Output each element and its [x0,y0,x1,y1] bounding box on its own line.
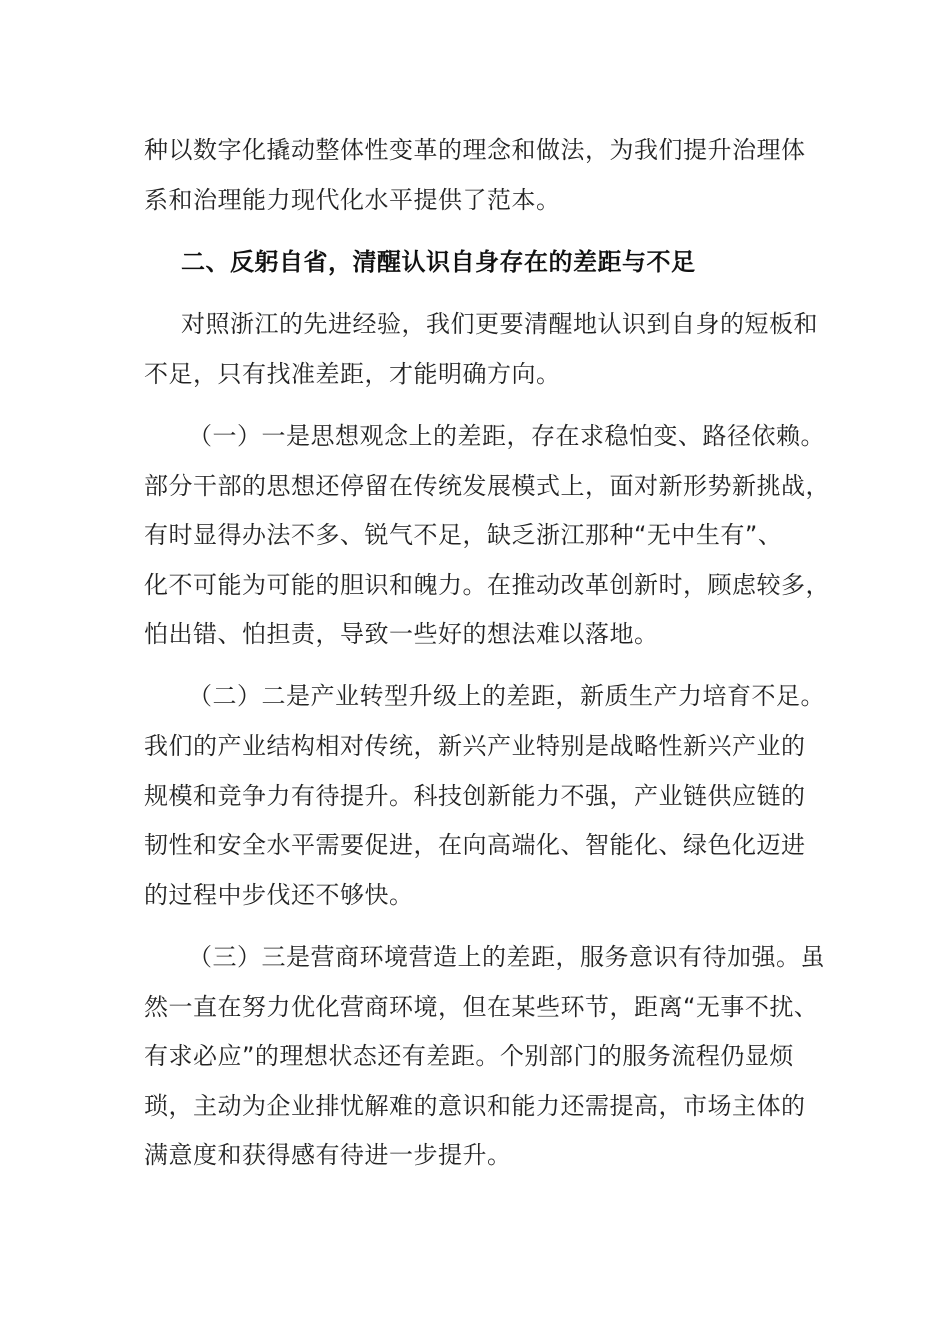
item-3-line-3: 有求必应”的理想状态还有差距。个别部门的服务流程仍显烦 [144,1042,794,1070]
item-2-line-4: 韧性和安全水平需要促进，在向高端化、智能化、绿色化迈进 [144,831,806,859]
intro-line-2: 系和治理能力现代化水平提供了范本。 [144,186,561,214]
item-2-line-3: 规模和竞争力有待提升。科技创新能力不强，产业链供应链的 [144,782,806,810]
item-2-line-5: 的过程中步伐还不够快。 [144,881,414,909]
section-heading: 二、反躬自省，清醒认识自身存在的差距与不足 [181,248,696,276]
section-intro-line-2: 不足，只有找准差距，才能明确方向。 [144,360,561,388]
item-2-line-2: 我们的产业结构相对传统，新兴产业特别是战略性新兴产业的 [144,732,806,760]
item-3-line-1: （三）三是营商环境营造上的差距，服务意识有待加强。虽 [188,943,825,971]
intro-line-1: 种以数字化撬动整体性变革的理念和做法，为我们提升治理体 [144,136,806,164]
item-3-line-5: 满意度和获得感有待进一步提升。 [144,1141,512,1169]
item-1-line-3: 有时显得办法不多、锐气不足，缺乏浙江那种“无中生有”、 [144,521,783,549]
item-1-line-5: 怕出错、怕担责，导致一些好的想法难以落地。 [144,620,659,648]
item-3-line-2: 然一直在努力优化营商环境，但在某些环节，距离“无事不扰、 [144,993,819,1021]
item-1-line-1: （一）一是思想观念上的差距，存在求稳怕变、路径依赖。 [188,422,825,450]
item-2-line-1: （二）二是产业转型升级上的差距，新质生产力培育不足。 [188,682,825,710]
item-1-line-4: 化不可能为可能的胆识和魄力。在推动改革创新时，顾虑较多， [144,571,830,599]
item-3-line-4: 琐，主动为企业排忧解难的意识和能力还需提高，市场主体的 [144,1092,806,1120]
item-1-line-2: 部分干部的思想还停留在传统发展模式上，面对新形势新挑战， [144,472,830,500]
section-intro-line-1: 对照浙江的先进经验，我们更要清醒地认识到自身的短板和 [181,310,818,338]
